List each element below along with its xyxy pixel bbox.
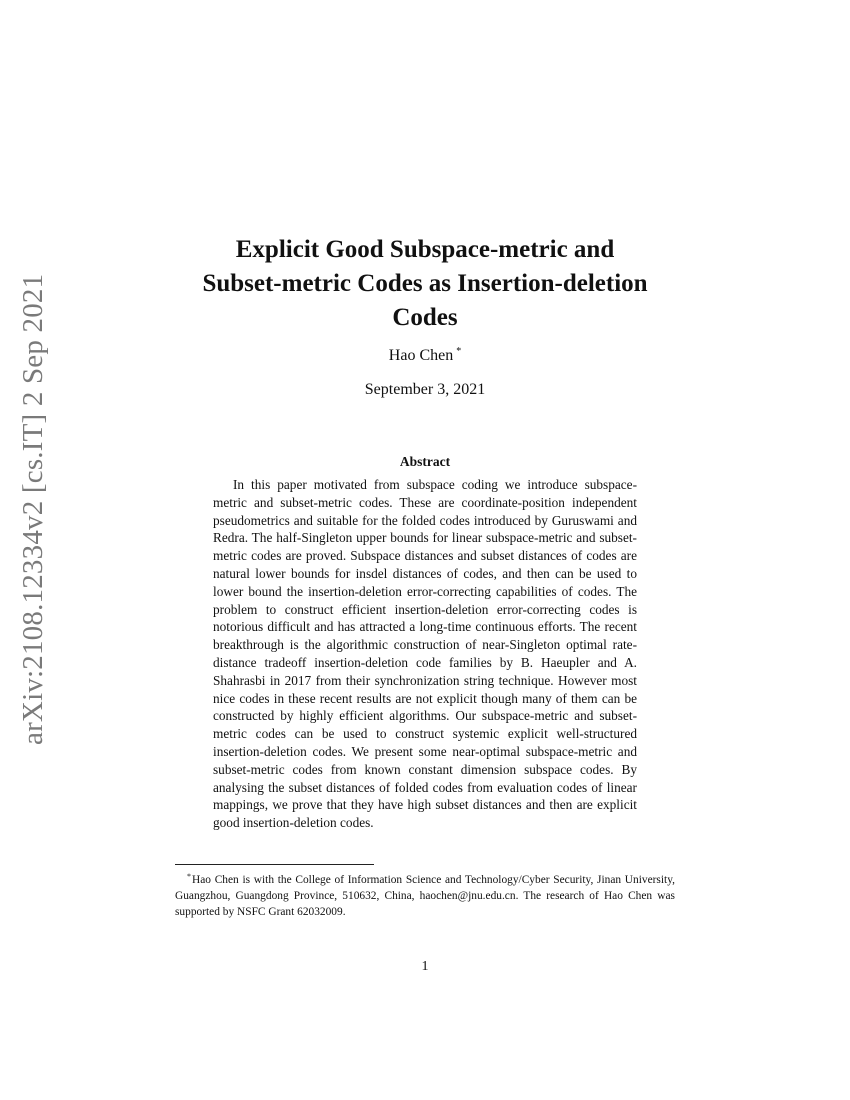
author-line (0, 346, 850, 365)
publication-date: September 3, 2021 (364, 381, 486, 398)
arxiv-identifier-sidebar: arXiv:2108.12334v2 [cs.IT] 2 Sep 2021 (17, 273, 49, 745)
title-line-3: Codes (392, 304, 458, 331)
paper-title (170, 233, 680, 335)
footnote-mark: * (187, 872, 191, 881)
footnote-text: Hao Chen is with the College of Information Science and Technology/Cyber Security, Jinan University, Guangzhou, Guangdong Province, 510632, China, haochen@jnu.edu.cn. The research of Hao Chen was supported by NSFC Grant 62032009. (175, 874, 675, 918)
author-name: Hao Chen (388, 347, 454, 364)
author-footnote-mark: * (456, 346, 462, 357)
footnote-divider (175, 864, 374, 865)
title-line-1: Explicit Good Subspace-metric and (235, 236, 615, 263)
abstract-body: In this paper motivated from subspace coding we introduce subspace-metric and subset-metric codes. These are coordinate-position independent pseudometrics and suitable for the folded codes introduced by Guruswami and Redra. The half-Singleton upper bounds for linear subspace-metric and subset-metric codes are proved. Subspace distances and subset distances of codes are natural lower bounds for insdel distances of codes, and then can be used to lower bound the insertion-deletion error-correcting capabilities of codes. The problem to construct efficient insertion-deletion error-correcting codes is notorious difficult and has attracted a long-time continuous efforts. The recent breakthrough is the algorithmic construction of near-Singleton optimal rate-distance tradeoff insertion-deletion code families by B. Haeupler and A. Shahrasbi in 2017 from their synchronization string technique. However most nice codes in these recent results are not explicit though many of them can be constructed by highly efficient algorithms. Our subspace-metric and subset-metric codes can be used to construct systemic explicit well-structured insertion-deletion codes. We present some near-optimal subspace-metric and subset-metric codes from known constant dimension subspace codes. By analysing the subset distances of folded codes from evaluation codes of linear mappings, we prove that they have high subset distances and then are explicit good insertion-deletion codes. (213, 477, 637, 831)
abstract-heading: Abstract (399, 454, 451, 469)
footnote (175, 869, 675, 920)
page-number: 1 (421, 959, 429, 974)
title-line-2: Subset-metric Codes as Insertion-deletion (202, 270, 648, 297)
